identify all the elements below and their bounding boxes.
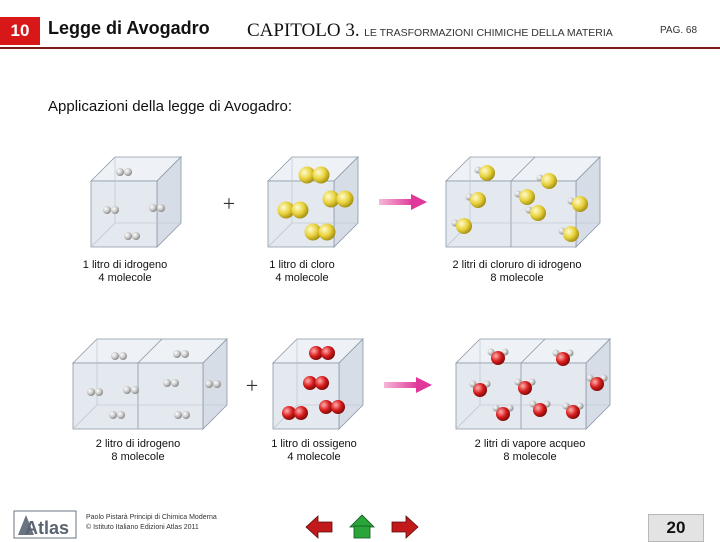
caption-line: 4 molecole — [275, 272, 329, 284]
hydrogen-volume-double-cube — [73, 339, 227, 429]
atlas-logo — [14, 511, 76, 538]
plus-sign-2: + — [245, 373, 259, 398]
section-subtitle: Applicazioni della legge di Avogadro: — [48, 98, 293, 115]
credits-line: © Istituto Italiano Edizioni Atlas 2011 — [86, 523, 199, 531]
next-button[interactable] — [392, 516, 418, 538]
caption-line: 8 molecole — [503, 451, 557, 463]
caption-line: 2 litri di vapore acqueo — [474, 438, 586, 450]
slide-title: Legge di Avogadro — [48, 18, 210, 38]
chapter-label: CAPITOLO 3. — [247, 20, 360, 41]
caption-water-vapor — [450, 438, 610, 464]
caption-line: 2 litro di idrogeno — [95, 438, 181, 450]
reaction-arrow-1 — [379, 194, 427, 210]
caption-line: 1 litro di ossigeno — [271, 438, 357, 450]
caption-hydrogen-row2 — [58, 438, 218, 464]
page-number: 20 — [648, 514, 704, 542]
home-button[interactable] — [350, 515, 374, 538]
arrow-left-icon[interactable] — [306, 516, 332, 538]
credits — [86, 513, 217, 532]
caption-line: 1 litro di idrogeno — [82, 259, 168, 271]
chapter-number-badge: 10 — [0, 17, 40, 45]
caption-line: 4 molecole — [98, 272, 152, 284]
caption-line: 8 molecole — [490, 272, 544, 284]
caption-hydrogen-chloride — [437, 259, 597, 285]
chapter-subtitle: LE TRASFORMAZIONI CHIMICHE DELLA MATERIA — [364, 27, 613, 39]
caption-line: 2 litri di cloruro di idrogeno — [452, 259, 582, 271]
atlas-logo-text: Atlas — [24, 518, 70, 538]
caption-hydrogen — [45, 259, 205, 285]
reaction-arrow-2 — [384, 377, 432, 393]
caption-line: 8 molecole — [111, 451, 165, 463]
plus-sign-1: + — [222, 191, 236, 216]
home-icon[interactable] — [350, 515, 374, 538]
credits-line: Paolo Pistarà Principi di Chimica Moderna — [86, 514, 217, 521]
caption-chlorine — [222, 259, 382, 285]
page-label: PAG. 68 — [660, 25, 698, 36]
arrow-right-icon[interactable] — [392, 516, 418, 538]
caption-oxygen — [234, 438, 394, 464]
caption-line: 4 molecole — [287, 451, 341, 463]
caption-line: 1 litro di cloro — [269, 259, 335, 271]
prev-button[interactable] — [306, 516, 332, 538]
